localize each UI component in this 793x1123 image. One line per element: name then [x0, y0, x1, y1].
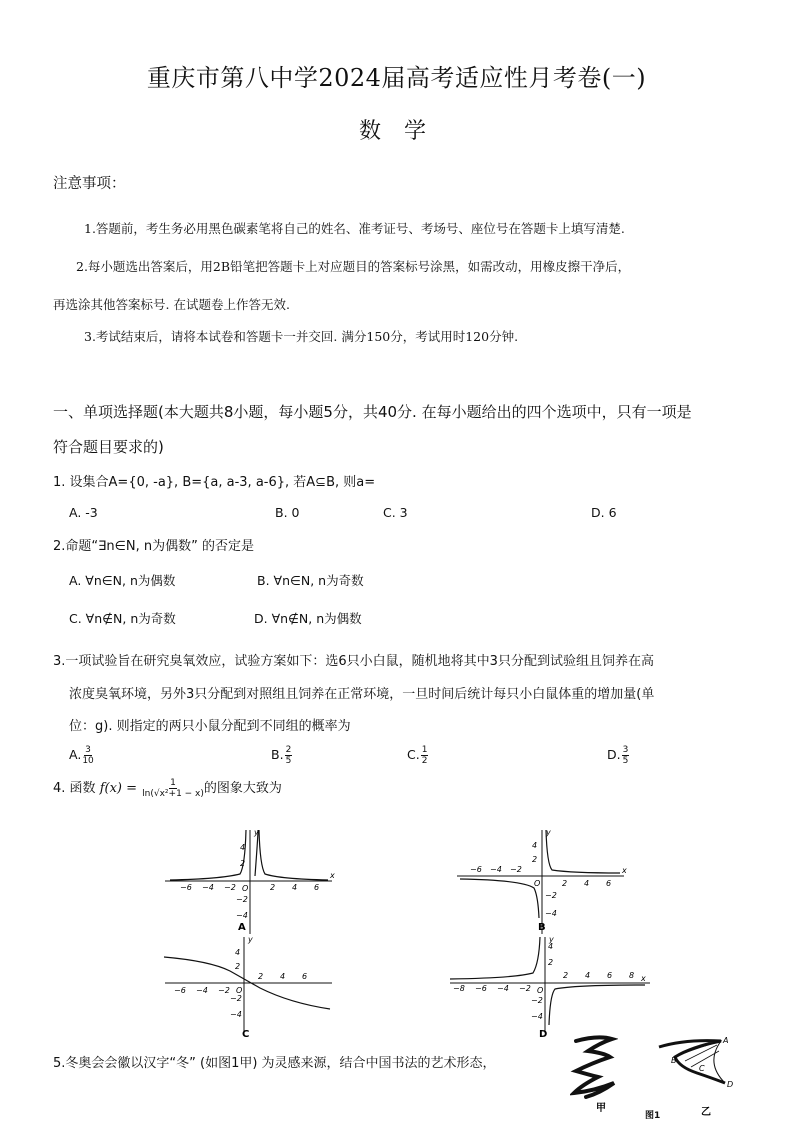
q3-option-a: A. $\frac{3}{10}$: [69, 745, 94, 766]
svg-text:−2: −2: [510, 865, 522, 874]
svg-text:6: 6: [606, 879, 612, 888]
svg-text:−4: −4: [236, 911, 248, 920]
svg-text:A: A: [723, 1036, 729, 1045]
svg-text:2: 2: [270, 883, 276, 892]
figure-1-yi: [645, 1033, 745, 1119]
q2-option-c: C. ∀n∉N, n为奇数: [69, 611, 176, 626]
svg-text:4: 4: [548, 942, 554, 951]
svg-text:6: 6: [607, 971, 613, 980]
question-3-line-1: 3.一项试验旨在研究臭氧效应，试验方案如下：选6只小白鼠，随机地将其中3只分配到试验组且饲养在高: [53, 654, 654, 669]
q2-option-a: A. ∀n∈N, n为偶数: [69, 573, 176, 588]
svg-text:C: C: [699, 1064, 705, 1073]
svg-text:O: O: [236, 986, 243, 995]
svg-text:4: 4: [280, 972, 286, 981]
exam-title: 重庆市第八中学2024届高考适应性月考卷(一): [146, 64, 647, 92]
svg-text:−2: −2: [218, 986, 230, 995]
svg-text:2: 2: [532, 855, 538, 864]
svg-text:−2: −2: [230, 994, 242, 1003]
svg-text:y: y: [549, 935, 554, 944]
graph-c-label: C: [242, 1029, 250, 1040]
svg-text:4: 4: [585, 971, 591, 980]
svg-text:6: 6: [302, 972, 308, 981]
svg-text:O: O: [242, 884, 249, 893]
svg-text:−4: −4: [490, 865, 502, 874]
svg-text:6: 6: [314, 883, 320, 892]
q3-option-d: D. $\frac{3}{5}$: [607, 745, 629, 766]
svg-text:B: B: [671, 1056, 677, 1065]
notice-item-2: 2.每小题选出答案后，用2B铅笔把答题卡上对应题目的答案标号涂黑，如需改动，用橡皮擦干净后，: [76, 259, 631, 274]
section-heading-cont: 符合题目要求的): [53, 438, 164, 456]
svg-text:x: x: [330, 871, 335, 880]
svg-text:4: 4: [292, 883, 298, 892]
graph-c: [160, 933, 340, 1045]
svg-text:−4: −4: [230, 1010, 242, 1019]
svg-text:−6: −6: [174, 986, 186, 995]
svg-text:−4: −4: [531, 1012, 543, 1021]
svg-text:8: 8: [629, 971, 635, 980]
question-3-line-3: 位：g). 则指定的两只小鼠分配到不同组的概率为: [69, 719, 351, 734]
svg-text:−6: −6: [470, 865, 482, 874]
svg-text:2: 2: [258, 972, 264, 981]
svg-text:−6: −6: [180, 883, 192, 892]
svg-text:y: y: [248, 935, 253, 944]
svg-text:x: x: [622, 866, 627, 875]
question-5-stem: 5.冬奥会会徽以汉字“冬” (如图1甲) 为灵感来源，结合中国书法的艺术形态，: [53, 1056, 496, 1071]
q1-option-d: D. 6: [591, 505, 617, 520]
svg-text:甲: 甲: [596, 1103, 606, 1113]
q2-option-d: D. ∀n∉N, n为偶数: [254, 611, 362, 626]
svg-text:−4: −4: [497, 984, 509, 993]
graph-d: [445, 933, 655, 1045]
q1-option-b: B. 0: [275, 505, 300, 520]
svg-text:−4: −4: [202, 883, 214, 892]
question-3-line-2: 浓度臭氧环境，另外3只分配到对照组且饲养在正常环境，一旦时间后统计每只小白鼠体重的增加量(单: [69, 687, 655, 702]
subject-title: 数 学: [359, 119, 434, 144]
question-4-stem: 4. 函数 f(x) = $\frac{1}{\text{ln(√x²+1 − x)}}$ 的图象大致为: [53, 778, 282, 799]
figure-1-jia: [570, 1033, 618, 1113]
q1-option-c: C. 3: [383, 505, 408, 520]
graph-a: [160, 826, 340, 938]
notice-item-2-cont: 再选涂其他答案标号. 在试题卷上作答无效.: [53, 297, 290, 312]
svg-text:O: O: [537, 986, 544, 995]
notice-heading: 注意事项：: [53, 176, 126, 192]
q1-option-a: A. -3: [69, 505, 98, 520]
q3-option-c: C. $\frac{1}{2}$: [407, 745, 428, 766]
svg-text:−4: −4: [545, 909, 557, 918]
svg-text:2: 2: [235, 962, 241, 971]
svg-text:−6: −6: [475, 984, 487, 993]
svg-text:O: O: [534, 879, 541, 888]
svg-text:−2: −2: [236, 895, 248, 904]
svg-text:2: 2: [563, 971, 569, 980]
svg-text:D: D: [727, 1080, 734, 1089]
graph-b-label: B: [538, 922, 546, 933]
svg-text:4: 4: [240, 843, 246, 852]
svg-text:2: 2: [562, 879, 568, 888]
q3-option-b: B. $\frac{2}{5}$: [271, 745, 292, 766]
svg-text:−4: −4: [196, 986, 208, 995]
figure-1-caption: 图1: [645, 1111, 661, 1121]
question-2-stem: 2.命题“∃n∈N, n为偶数” 的否定是: [53, 539, 255, 554]
graph-b: [452, 826, 632, 938]
svg-text:4: 4: [584, 879, 590, 888]
svg-text:4: 4: [235, 948, 241, 957]
notice-item-3: 3.考试结束后，请将本试卷和答题卡一并交回. 满分150分，考试用时120分钟.: [84, 329, 519, 344]
svg-text:乙: 乙: [701, 1107, 711, 1118]
svg-text:−2: −2: [545, 891, 557, 900]
svg-text:−8: −8: [453, 984, 465, 993]
section-heading: 一、单项选择题(本大题共8小题，每小题5分，共40分. 在每小题给出的四个选项中，只有一项是: [53, 403, 692, 421]
svg-text:y: y: [254, 828, 259, 837]
svg-text:−2: −2: [531, 996, 543, 1005]
svg-text:2: 2: [548, 958, 554, 967]
svg-text:−2: −2: [224, 883, 236, 892]
graph-a-label: A: [238, 922, 246, 933]
svg-text:4: 4: [532, 841, 538, 850]
question-1-stem: 1. 设集合A={0, -a}, B={a, a-3, a-6}, 若A⊆B, 则a=: [53, 475, 376, 490]
q2-option-b: B. ∀n∈N, n为奇数: [257, 573, 364, 588]
notice-item-1: 1.答题前，考生务必用黑色碳素笔将自己的姓名、准考证号、考场号、座位号在答题卡上填写清楚.: [84, 221, 625, 236]
svg-text:x: x: [641, 974, 646, 983]
svg-text:y: y: [546, 828, 551, 837]
svg-text:−2: −2: [519, 984, 531, 993]
svg-text:2: 2: [240, 859, 246, 868]
graph-d-label: D: [539, 1029, 548, 1040]
